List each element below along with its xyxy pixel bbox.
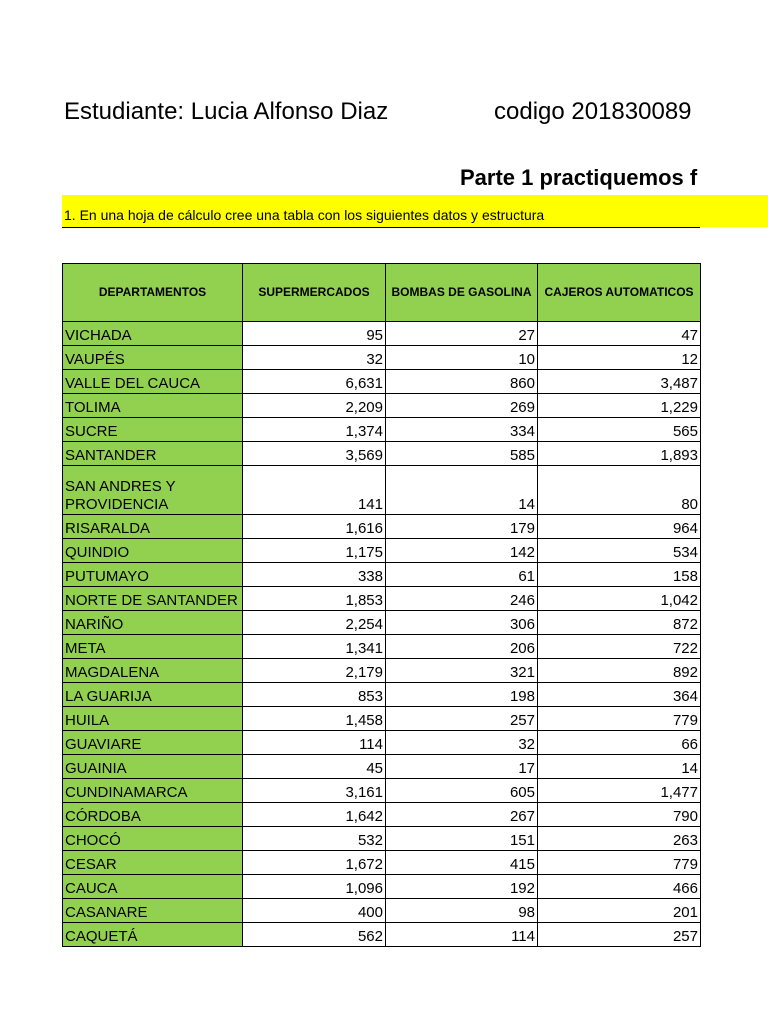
- header-departamentos[interactable]: DEPARTAMENTOS: [63, 264, 243, 322]
- supermercados-cell[interactable]: 2,209: [243, 394, 386, 418]
- departamento-cell[interactable]: SANTANDER: [63, 442, 243, 466]
- departamento-cell[interactable]: MAGDALENA: [63, 659, 243, 683]
- supermercados-cell[interactable]: 532: [243, 827, 386, 851]
- table-header-row: [63, 264, 701, 322]
- cajeros-cell[interactable]: 779: [538, 707, 701, 731]
- bombas-cell[interactable]: 198: [386, 683, 538, 707]
- table-row: [63, 779, 701, 803]
- bombas-cell[interactable]: 98: [386, 899, 538, 923]
- supermercados-cell[interactable]: 114: [243, 731, 386, 755]
- departamento-cell[interactable]: LA GUARIJA: [63, 683, 243, 707]
- cajeros-cell[interactable]: 722: [538, 635, 701, 659]
- departamento-cell[interactable]: SUCRE: [63, 418, 243, 442]
- instruction-text: 1. En una hoja de cálculo cree una tabla con los siguientes datos y estructura: [64, 207, 545, 223]
- supermercados-cell[interactable]: 1,853: [243, 587, 386, 611]
- bombas-cell[interactable]: 14: [386, 466, 538, 515]
- bombas-cell[interactable]: 151: [386, 827, 538, 851]
- supermercados-cell[interactable]: 1,096: [243, 875, 386, 899]
- table-row: [63, 515, 701, 539]
- bombas-cell[interactable]: 267: [386, 803, 538, 827]
- table-row: [63, 755, 701, 779]
- supermercados-cell[interactable]: 1,341: [243, 635, 386, 659]
- bombas-cell[interactable]: 27: [386, 322, 538, 346]
- departamento-cell[interactable]: GUAINIA: [63, 755, 243, 779]
- table-row: [63, 394, 701, 418]
- departamento-cell[interactable]: NORTE DE SANTANDER: [63, 587, 243, 611]
- supermercados-cell[interactable]: 1,175: [243, 539, 386, 563]
- bombas-cell[interactable]: 269: [386, 394, 538, 418]
- bombas-cell[interactable]: 179: [386, 515, 538, 539]
- bombas-cell[interactable]: 415: [386, 851, 538, 875]
- student-code: codigo 201830089: [494, 98, 692, 125]
- bombas-cell[interactable]: 605: [386, 779, 538, 803]
- supermercados-cell[interactable]: 3,161: [243, 779, 386, 803]
- supermercados-cell[interactable]: 2,179: [243, 659, 386, 683]
- table-row: [63, 563, 701, 587]
- table-row: [63, 370, 701, 394]
- departamento-cell[interactable]: CAUCA: [63, 875, 243, 899]
- table-row: [63, 923, 701, 947]
- supermercados-cell[interactable]: 562: [243, 923, 386, 947]
- supermercados-cell[interactable]: 45: [243, 755, 386, 779]
- table-row: [63, 587, 701, 611]
- header-supermercados[interactable]: SUPERMERCADOS: [243, 264, 386, 322]
- bombas-cell[interactable]: 246: [386, 587, 538, 611]
- departamento-cell[interactable]: VICHADA: [63, 322, 243, 346]
- supermercados-cell[interactable]: 1,672: [243, 851, 386, 875]
- bombas-cell[interactable]: 585: [386, 442, 538, 466]
- cajeros-cell[interactable]: 1,229: [538, 394, 701, 418]
- departamento-cell[interactable]: CESAR: [63, 851, 243, 875]
- supermercados-cell[interactable]: 1,374: [243, 418, 386, 442]
- departamento-cell[interactable]: VALLE DEL CAUCA: [63, 370, 243, 394]
- departamento-cell[interactable]: CUNDINAMARCA: [63, 779, 243, 803]
- supermercados-cell[interactable]: 853: [243, 683, 386, 707]
- cajeros-cell[interactable]: 872: [538, 611, 701, 635]
- header-cajeros-automaticos[interactable]: CAJEROS AUTOMATICOS: [538, 264, 701, 322]
- departamento-cell[interactable]: CASANARE: [63, 899, 243, 923]
- cajeros-cell[interactable]: 1,893: [538, 442, 701, 466]
- bombas-cell[interactable]: 32: [386, 731, 538, 755]
- supermercados-cell[interactable]: 338: [243, 563, 386, 587]
- supermercados-cell[interactable]: 400: [243, 899, 386, 923]
- table-row: [63, 875, 701, 899]
- departamento-cell[interactable]: HUILA: [63, 707, 243, 731]
- cajeros-cell[interactable]: 201: [538, 899, 701, 923]
- cajeros-cell[interactable]: 1,042: [538, 587, 701, 611]
- supermercados-cell[interactable]: 3,569: [243, 442, 386, 466]
- bombas-cell[interactable]: 321: [386, 659, 538, 683]
- cajeros-cell[interactable]: 80: [538, 466, 701, 515]
- table-row: [63, 659, 701, 683]
- supermercados-cell[interactable]: 32: [243, 346, 386, 370]
- departamento-cell[interactable]: PUTUMAYO: [63, 563, 243, 587]
- bombas-cell[interactable]: 206: [386, 635, 538, 659]
- departamento-cell[interactable]: NARIÑO: [63, 611, 243, 635]
- departamento-cell[interactable]: SAN ANDRES Y PROVIDENCIA: [63, 466, 243, 515]
- cajeros-cell[interactable]: 1,477: [538, 779, 701, 803]
- cajeros-cell[interactable]: 466: [538, 875, 701, 899]
- cajeros-cell[interactable]: 565: [538, 418, 701, 442]
- table-row: [63, 418, 701, 442]
- student-name: Estudiante: Lucia Alfonso Diaz: [64, 98, 389, 125]
- table-row: [63, 635, 701, 659]
- departamento-cell[interactable]: CHOCÓ: [63, 827, 243, 851]
- supermercados-cell[interactable]: 6,631: [243, 370, 386, 394]
- data-table: [62, 263, 701, 947]
- table-row: [63, 539, 701, 563]
- cajeros-cell[interactable]: 47: [538, 322, 701, 346]
- departamento-cell[interactable]: VAUPÉS: [63, 346, 243, 370]
- bombas-cell[interactable]: 61: [386, 563, 538, 587]
- cajeros-cell[interactable]: 964: [538, 515, 701, 539]
- cajeros-cell[interactable]: 158: [538, 563, 701, 587]
- cajeros-cell[interactable]: 257: [538, 923, 701, 947]
- bombas-cell[interactable]: 142: [386, 539, 538, 563]
- cajeros-cell[interactable]: 66: [538, 731, 701, 755]
- supermercados-cell[interactable]: 141: [243, 466, 386, 515]
- table-row: [63, 611, 701, 635]
- header-bombas-de-gasolina[interactable]: BOMBAS DE GASOLINA: [386, 264, 538, 322]
- supermercados-cell[interactable]: 2,254: [243, 611, 386, 635]
- departamento-cell[interactable]: TOLIMA: [63, 394, 243, 418]
- table-row: [63, 851, 701, 875]
- bombas-cell[interactable]: 334: [386, 418, 538, 442]
- table-row: [63, 803, 701, 827]
- instruction-banner: [62, 195, 768, 227]
- table-row: [63, 466, 701, 515]
- table-row: [63, 683, 701, 707]
- table-row: [63, 322, 701, 346]
- bombas-cell[interactable]: 192: [386, 875, 538, 899]
- table-row: [63, 827, 701, 851]
- table-row: [63, 899, 701, 923]
- cajeros-cell[interactable]: 779: [538, 851, 701, 875]
- cajeros-cell[interactable]: 263: [538, 827, 701, 851]
- table-row: [63, 707, 701, 731]
- table-row: [63, 731, 701, 755]
- table-row: [63, 442, 701, 466]
- bombas-cell[interactable]: 257: [386, 707, 538, 731]
- instruction-underline: [62, 227, 700, 228]
- departamento-cell[interactable]: GUAVIARE: [63, 731, 243, 755]
- cajeros-cell[interactable]: 364: [538, 683, 701, 707]
- cajeros-cell[interactable]: 892: [538, 659, 701, 683]
- departamento-cell[interactable]: RISARALDA: [63, 515, 243, 539]
- cajeros-cell[interactable]: 3,487: [538, 370, 701, 394]
- departamento-cell[interactable]: CÓRDOBA: [63, 803, 243, 827]
- supermercados-cell[interactable]: 95: [243, 322, 386, 346]
- bombas-cell[interactable]: 17: [386, 755, 538, 779]
- bombas-cell[interactable]: 10: [386, 346, 538, 370]
- bombas-cell[interactable]: 306: [386, 611, 538, 635]
- supermercados-cell[interactable]: 1,616: [243, 515, 386, 539]
- departamento-cell[interactable]: META: [63, 635, 243, 659]
- departamento-cell[interactable]: QUINDIO: [63, 539, 243, 563]
- bombas-cell[interactable]: 114: [386, 923, 538, 947]
- table-row: [63, 346, 701, 370]
- departamento-cell[interactable]: CAQUETÁ: [63, 923, 243, 947]
- cajeros-cell[interactable]: 534: [538, 539, 701, 563]
- part-title: Parte 1 practiquemos f: [460, 165, 698, 190]
- cajeros-cell[interactable]: 14: [538, 755, 701, 779]
- supermercados-cell[interactable]: 1,458: [243, 707, 386, 731]
- bombas-cell[interactable]: 860: [386, 370, 538, 394]
- supermercados-cell[interactable]: 1,642: [243, 803, 386, 827]
- cajeros-cell[interactable]: 790: [538, 803, 701, 827]
- cajeros-cell[interactable]: 12: [538, 346, 701, 370]
